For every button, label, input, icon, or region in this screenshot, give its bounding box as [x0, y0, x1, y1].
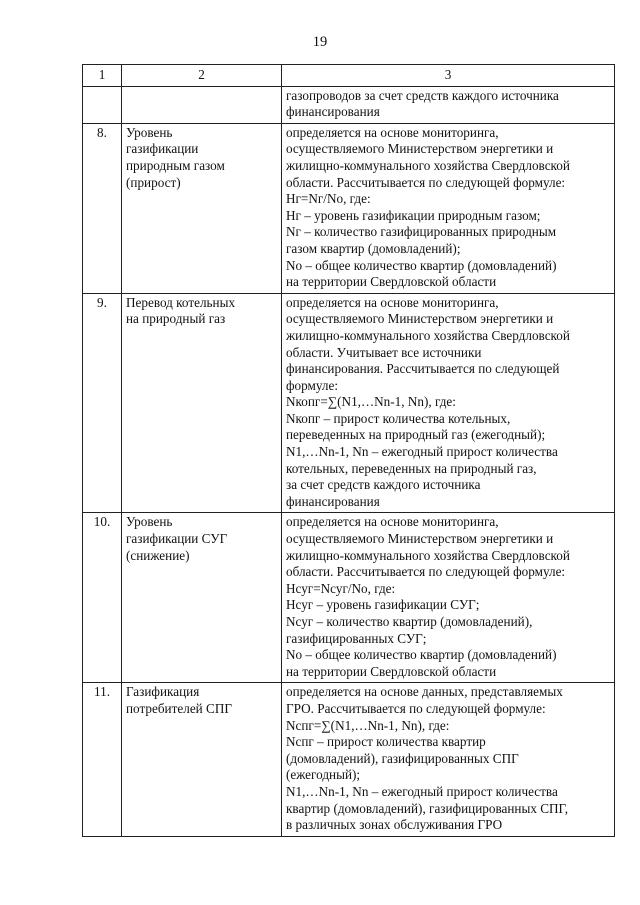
method-line: Nспг=∑(N1,…Nn-1, Nn), где:	[286, 717, 450, 733]
method-line: на территории Свердловской области	[286, 274, 497, 290]
header-col-1: 1	[83, 65, 122, 87]
method-line: области. Учитывает все источники	[286, 344, 482, 360]
method-line: осуществляемого Министерством энергетики и	[286, 311, 554, 327]
method-line: области. Рассчитывается по следующей формуле:	[286, 564, 566, 580]
indicator-name-line: (снижение)	[126, 547, 190, 563]
indicator-name-line: потребителей СПГ	[126, 700, 232, 716]
indicator-name-line: природным газом	[126, 157, 225, 173]
method-line: за счет средств каждого источника	[286, 477, 481, 493]
method-line: (ежегодный);	[286, 767, 361, 783]
method-line: области. Рассчитывается по следующей формуле:	[286, 174, 566, 190]
method-line: газифицированных СУГ;	[286, 630, 427, 646]
method-line: осуществляемого Министерством энергетики и	[286, 141, 554, 157]
method-line: переведенных на природный газ (ежегодный);	[286, 427, 546, 443]
indicator-name	[122, 683, 282, 836]
method-line: N1,…Nn-1, Nn – ежегодный прирост количества	[286, 783, 558, 799]
indicator-name-line: Перевод котельных	[126, 294, 236, 310]
indicator-name-line: Уровень	[126, 124, 173, 140]
method-line: финансирования. Рассчитывается по следующей	[286, 361, 560, 377]
method-line: в различных зонах обслуживания ГРО	[286, 817, 503, 833]
row-number	[83, 86, 122, 123]
indicator-name-line: Уровень	[126, 514, 173, 530]
indicator-name-line: (прирост)	[126, 174, 181, 190]
method-line: определяется на основе мониторинга,	[286, 294, 499, 310]
method-line: осуществляемого Министерством энергетики и	[286, 531, 554, 547]
indicator-name-line: Газификация	[126, 684, 200, 700]
method-line: газом квартир (домовладений);	[286, 240, 461, 256]
indicator-table	[82, 64, 615, 837]
method-line: финансирования	[286, 104, 380, 120]
method-line: квартир (домовладений), газифицированных СПГ,	[286, 800, 568, 816]
table-row	[83, 86, 615, 123]
table-header-row	[83, 65, 615, 87]
indicator-method	[282, 513, 615, 683]
method-line: жилищно-коммунального хозяйства Свердловской	[286, 327, 570, 343]
method-line: Hсуг – уровень газификации СУГ;	[286, 597, 480, 613]
method-line: Hг – уровень газификации природным газом;	[286, 207, 541, 223]
method-line: ГРО. Рассчитывается по следующей формуле:	[286, 700, 546, 716]
method-line: жилищно-коммунального хозяйства Свердловской	[286, 157, 570, 173]
table-row	[83, 683, 615, 836]
page-number: 19	[312, 34, 328, 50]
row-number: 8.	[83, 123, 122, 293]
header-col-2: 2	[122, 65, 282, 87]
table-body	[83, 86, 615, 836]
table-row	[83, 123, 615, 293]
method-line: определяется на основе мониторинга,	[286, 124, 499, 140]
method-line: N1,…Nn-1, Nn – ежегодный прирост количества	[286, 444, 558, 460]
method-line: Nо – общее количество квартир (домовладений)	[286, 257, 557, 273]
table-row	[83, 293, 615, 513]
indicator-name-line: газификации СУГ	[126, 531, 228, 547]
indicator-name	[122, 86, 282, 123]
row-number: 11.	[83, 683, 122, 836]
indicator-method	[282, 293, 615, 513]
row-number: 10.	[83, 513, 122, 683]
method-line: Nг – количество газифицированных природным	[286, 224, 557, 240]
method-line: финансирования	[286, 493, 380, 509]
indicator-name	[122, 513, 282, 683]
method-line: Hг=Nг/Nо, где:	[286, 191, 371, 207]
indicator-name-line: на природный газ	[126, 311, 226, 327]
method-line: жилищно-коммунального хозяйства Свердловской	[286, 547, 570, 563]
method-line: Nкопг – прирост количества котельных,	[286, 410, 511, 426]
indicator-method	[282, 683, 615, 836]
method-line: Nо – общее количество квартир (домовладений)	[286, 647, 557, 663]
header-col-3: 3	[282, 65, 615, 87]
method-line: Nсуг – количество квартир (домовладений),	[286, 614, 533, 629]
method-line: газопроводов за счет средств каждого источника	[286, 87, 559, 103]
method-line: Hсуг=Nсуг/Nо, где:	[286, 580, 396, 596]
row-number: 9.	[83, 293, 122, 513]
indicator-method	[282, 123, 615, 293]
indicator-method	[282, 86, 615, 123]
method-line: котельных, переведенных на природный газ,	[286, 460, 537, 476]
method-line: формуле:	[286, 377, 338, 393]
table-row	[83, 513, 615, 683]
method-line: Nкопг=∑(N1,…Nn-1, Nn), где:	[286, 394, 456, 410]
method-line: (домовладений), газифицированных СПГ	[286, 750, 519, 766]
method-line: Nспг – прирост количества квартир	[286, 734, 486, 750]
method-line: на территории Свердловской области	[286, 663, 497, 679]
indicator-name-line: газификации	[126, 141, 199, 157]
method-line: определяется на основе мониторинга,	[286, 514, 499, 530]
method-line: определяется на основе данных, представляемых	[286, 684, 563, 700]
indicator-name	[122, 293, 282, 513]
indicator-name	[122, 123, 282, 293]
